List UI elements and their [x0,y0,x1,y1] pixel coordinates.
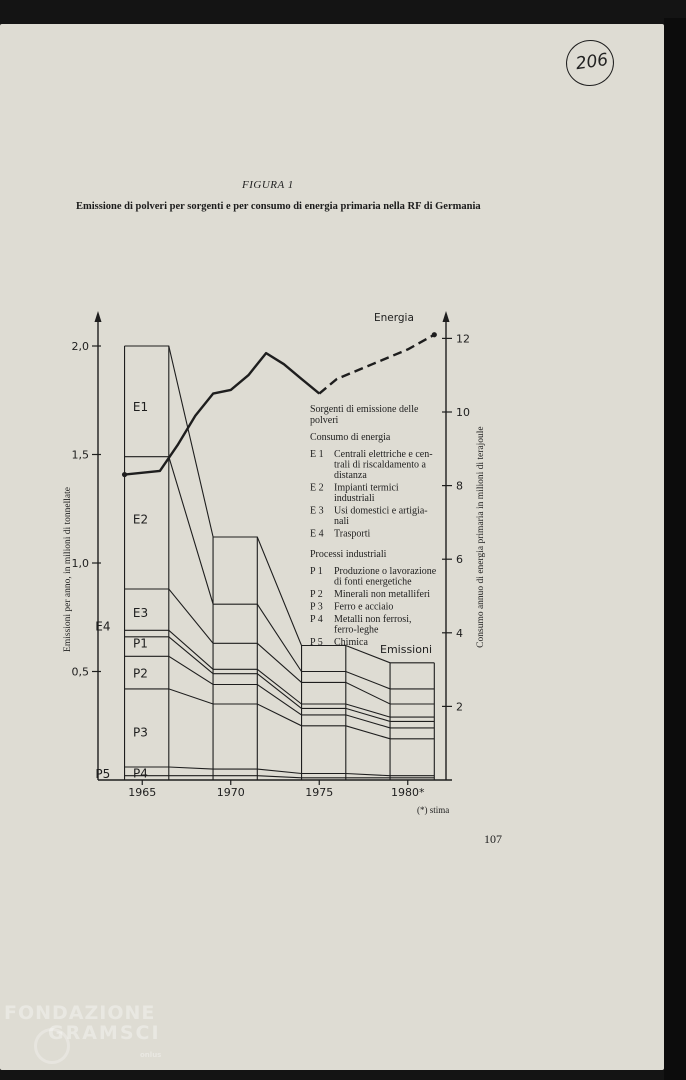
legend-item-text: industriali [334,493,375,504]
legend-item-text: Usi domestici e artigia- [334,505,428,517]
legend-item-text: ferro-leghe [334,624,379,636]
legend-item-code: P 4 [310,614,323,625]
energy-end-point [432,332,437,337]
legend-item-code: P 5 [310,637,323,648]
legend-item-text: nali [334,516,349,527]
x-axis-tick-label: 1980* [391,786,425,799]
right-axis-label: Consumo annuo di energia primaria in milioni di terajoule [476,426,486,648]
energy-start-point [122,472,127,477]
right-axis-tick-label: 12 [456,332,470,346]
legend-item-text: Produzione o lavorazione [334,566,437,577]
left-axis-tick-label: 0,5 [71,665,89,679]
right-axis-tick-label: 6 [456,553,463,567]
legend-item-text: Centrali elettriche e cen- [334,449,433,460]
legend-item-code: E 1 [310,449,324,460]
right-axis-tick-label: 8 [456,479,463,493]
left-axis-tick-label: 1,5 [71,448,89,462]
legend-item-code: P 3 [310,601,323,613]
left-axis-tick-label: 1,0 [71,557,89,570]
watermark-logo [4,1002,162,1059]
energy-label: Energia [374,312,414,324]
x-axis-tick-label: 1970 [216,786,245,799]
figure-title: Emissione di polveri per sorgenti e per consumo di energia primaria nella RF di Germania [76,201,481,212]
legend-item-text: Trasporti [334,528,371,540]
legend-item-text: Metalli non ferrosi, [334,614,412,625]
watermark-line2: GRAMSCI [48,1021,161,1044]
region-label-p4: P4 [133,766,148,781]
legend-item-text: Chimica [334,637,368,648]
legend-item-text: Impianti termici [334,482,399,494]
figure-label: FIGURA 1 [242,179,294,191]
legend-item-text: di fonti energetiche [334,576,412,588]
legend-item-text: distanza [334,470,367,481]
region-label-e1: E1 [132,399,149,414]
left-axis-tick-label: 2,0 [71,340,89,353]
handwritten-page-number: 206 [574,49,610,75]
legend-item-text: trali di riscaldamento a [334,459,426,471]
legend-item-code: E 4 [310,528,324,540]
legend-item-code: P 2 [310,589,323,600]
emission-line-p4 [125,767,435,776]
legend-title: Sorgenti di emissione delle [310,404,419,415]
region-label-e2: E2 [132,512,149,527]
right-axis-tick-label: 2 [456,700,463,714]
emission-line-p2 [125,656,435,728]
legend-item-text: Ferro e acciaio [334,601,394,613]
printed-page-number: 107 [484,832,502,846]
legend-group-heading: Consumo di energia [310,432,391,443]
x-axis-tick-label: 1975 [305,786,334,799]
footnote-stima: (*) stima [417,805,450,815]
legend-item-text: Minerali non metalliferi [334,589,431,600]
left-axis-arrow-icon [95,311,102,322]
right-axis-tick-label: 10 [456,406,470,419]
energy-line-dashed [319,335,434,394]
region-label-p5: P5 [95,767,111,781]
x-axis-tick-label: 1965 [128,786,157,799]
right-axis-tick-label: 4 [456,626,463,640]
watermark-line1: FONDAZIONE [4,1002,156,1024]
watermark-circle-icon [34,1028,70,1064]
emission-label: Emissioni [380,643,432,656]
emission-line-p3 [125,689,435,739]
legend-title-cont: polveri [310,415,339,426]
legend-group-heading: Processi industriali [310,549,387,560]
legend-item-code: E 2 [310,482,324,494]
legend-item-code: P 1 [310,566,323,577]
region-label-p1: P1 [133,636,148,651]
right-axis-arrow-icon [443,311,450,322]
region-label-e4: E4 [95,619,111,634]
region-label-p2: P2 [133,666,148,681]
region-label-p3: P3 [133,725,148,740]
watermark-line3: onlus [140,1051,162,1059]
legend-item-code: E 3 [310,505,324,517]
left-axis-label: Emissioni per anno, in milioni di tonnellate [63,487,73,652]
region-label-e3: E3 [132,605,149,620]
